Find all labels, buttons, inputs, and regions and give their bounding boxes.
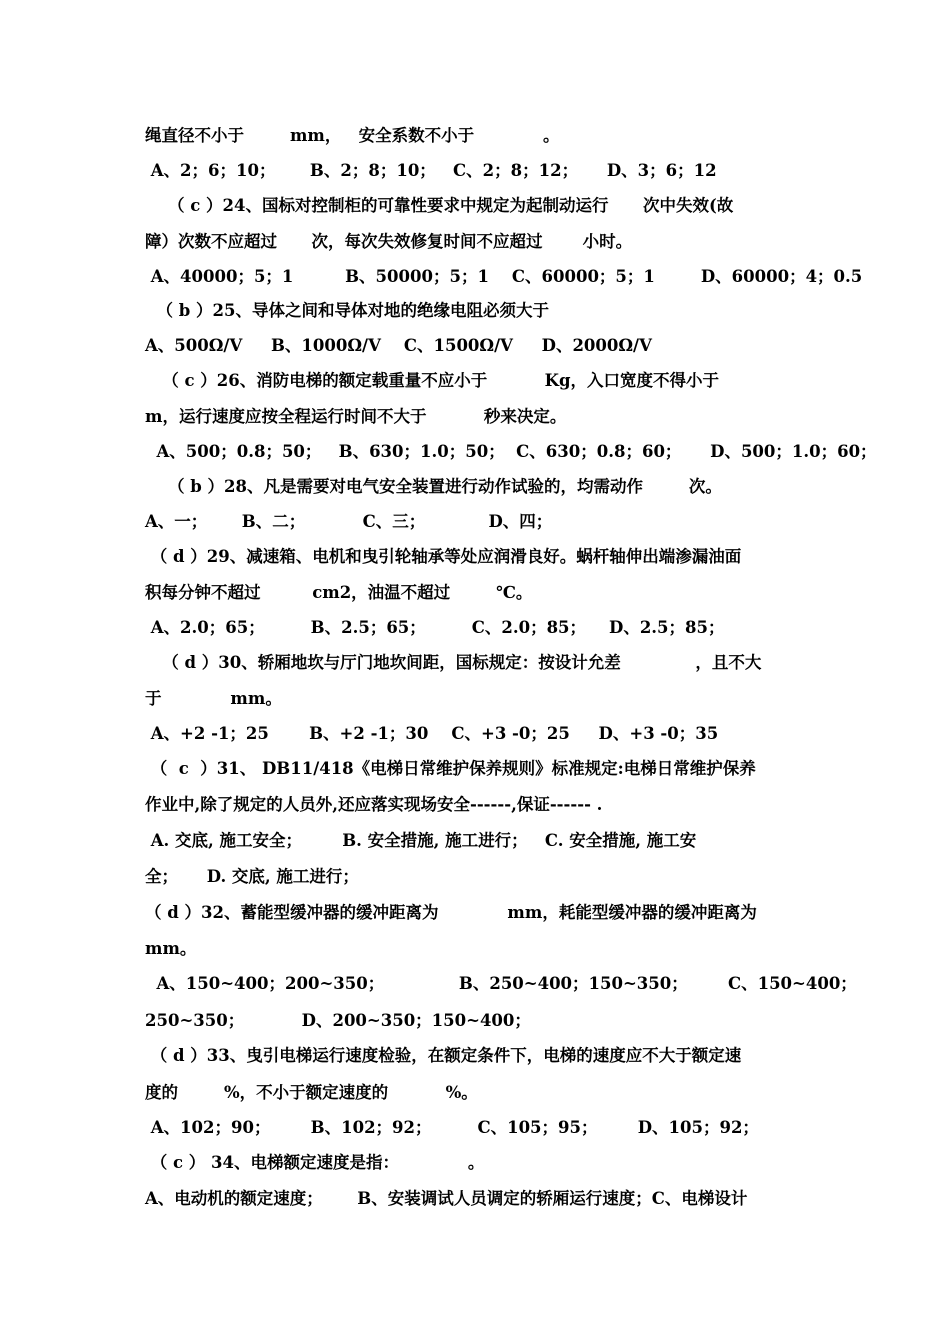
text-line-28: 度的 %，不小于额定速度的 %。 — [145, 1083, 478, 1102]
text-line-22: 全； D. 交底, 施工进行； — [145, 867, 359, 886]
text-line-25: A、150~400；200~350； B、250~400；150~350； C、150~400； — [145, 974, 857, 993]
text-line-29: A、102；90； B、102；92； C、105；95； D、105；92； — [145, 1118, 759, 1137]
text-line-10: A、500；0.8；50； B、630；1.0；50； C、630；0.8；60； D、500；1.0；60； — [145, 442, 877, 461]
text-line-14: 积每分钟不超过 cm2，油温不超过 ℃。 — [145, 583, 533, 602]
text-line-15: A、2.0；65； B、2.5；65； C、2.0；85； D、2.5；85； — [145, 618, 725, 637]
text-line-6: （ b ）25、导体之间和导体对地的绝缘电阻必须大于 — [145, 301, 549, 320]
text-line-9: m，运行速度应按全程运行时间不大于 秒来决定。 — [145, 407, 567, 426]
text-line-26: 250~350； D、200~350；150~400； — [145, 1011, 531, 1030]
text-line-24: mm。 — [145, 939, 197, 958]
text-line-18: A、+2 -1；25 B、+2 -1；30 C、+3 -0；25 D、+3 -0；35 — [145, 724, 719, 743]
text-line-19: （ c ）31、 DB11/418《电梯日常维护保养规则》标准规定:电梯日常维护保养 — [145, 759, 756, 778]
text-line-12: A、一； B、二； C、三； D、四； — [145, 512, 553, 531]
text-line-17: 于 mm。 — [145, 689, 282, 708]
text-line-4: 障）次数不应超过 次，每次失效修复时间不应超过 小时。 — [145, 232, 633, 251]
text-line-13: （ d ）29、减速箱、电机和曳引轮轴承等处应润滑良好。蜗杆轴伸出端渗漏油面 — [145, 547, 742, 566]
text-line-20: 作业中,除了规定的人员外,还应落实现场安全------,保证------ . — [145, 795, 603, 814]
text-line-27: （ d ）33、曳引电梯运行速度检验，在额定条件下，电梯的速度应不大于额定速 — [145, 1046, 742, 1065]
text-line-5: A、40000；5；1 B、50000；5；1 C、60000；5；1 D、60000；4；0.5 — [145, 267, 863, 286]
text-line-8: （ c ）26、消防电梯的额定载重量不应小于 Kg，入口宽度不得小于 — [145, 371, 720, 390]
text-line-1: 绳直径不小于 mm， 安全系数不小于 。 — [145, 126, 560, 145]
text-line-2: A、2；6；10； B、2；8；10； C、2；8；12； D、3；6；12 — [145, 161, 717, 180]
text-line-31: A、电动机的额定速度； B、安装调试人员调定的轿厢运行速度；C、电梯设计 — [145, 1189, 748, 1208]
text-line-23: （ d ）32、蓄能型缓冲器的缓冲距离为 mm，耗能型缓冲器的缓冲距离为 — [145, 903, 757, 922]
text-line-16: （ d ）30、轿厢地坎与厅门地坎间距，国标规定：按设计允差 ，且不大 — [145, 653, 762, 672]
text-line-21: A. 交底, 施工安全； B. 安全措施, 施工进行； C. 安全措施, 施工安 — [145, 831, 697, 850]
text-line-30: （ c ） 34、电梯额定速度是指： 。 — [145, 1153, 485, 1172]
text-line-7: A、500Ω/V B、1000Ω/V C、1500Ω/V D、2000Ω/V — [145, 336, 652, 355]
text-line-3: （ c ）24、国标对控制柜的可靠性要求中规定为起制动运行 次中失效(故 — [145, 196, 734, 215]
text-line-11: （ b ）28、凡是需要对电气安全装置进行动作试验的，均需动作 次。 — [145, 477, 722, 496]
